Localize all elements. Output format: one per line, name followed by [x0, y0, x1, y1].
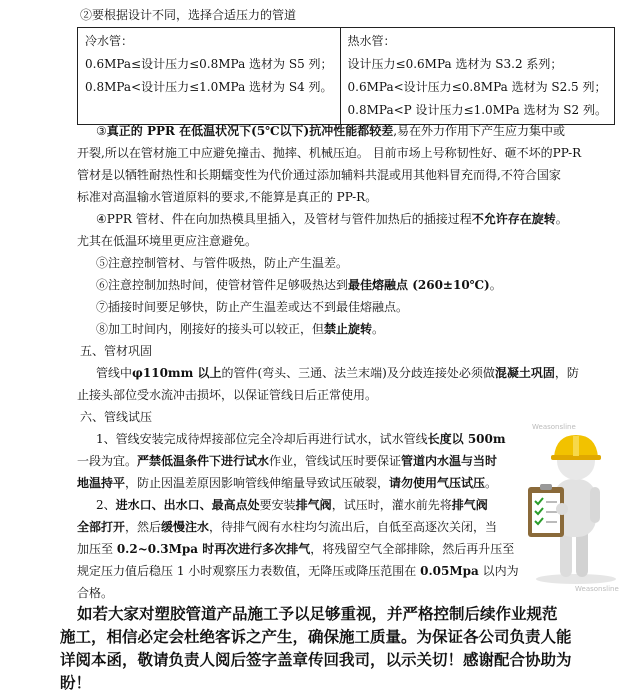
footer-line-4: 盼！ — [60, 673, 92, 692]
watermark-top: Weasonsline — [532, 423, 576, 431]
cold-water-row: 0.8MPa<设计压力≤1.0MPa 选材为 S4 列。 — [85, 80, 333, 94]
section-5-line-2: 止接头部位受水流冲击损坏，以保证管线日后正常使用。 — [77, 388, 378, 402]
cold-water-row: 0.6MPa≤设计压力≤0.8MPa 选材为 S5 列； — [85, 57, 333, 71]
hot-water-row: 设计压力≤0.6MPa 选材为 S3.2 系列； — [347, 57, 563, 71]
hot-water-title: 热水管： — [347, 34, 396, 48]
section-5-heading: 五、管材巩固 — [80, 344, 153, 358]
para-8: ⑧加工时间内，刚接好的接头可以较正，但禁止旋转。 — [96, 322, 385, 336]
para-3-line-4: 标准对高温输水管道原料的要求,不能算是真正的 PP-R。 — [77, 190, 378, 204]
cold-water-cell — [78, 28, 341, 125]
section-6-line-3: 地温持平，防止因温差原因影响管线伸缩量导致试压破裂，请勿使用气压试压。 — [77, 476, 498, 490]
hot-water-row: 0.8MPa<P 设计压力≤1.0MPa 选材为 S2 列。 — [347, 103, 607, 117]
section-5-line-1: 管线中φ110mm 以上的管件(弯头、三通、法兰末端)及分歧连接处必须做混凝土巩固，防 — [96, 366, 579, 380]
section-6-line-5: 全部打开，然后缓慢注水，待排气阀有水柱均匀流出后，自低至高逐次关闭，当 — [77, 520, 498, 534]
intro-line: ②要根据设计不同，选择合适压力的管道 — [80, 8, 297, 22]
worker-figure-icon — [510, 417, 628, 587]
section-6-heading: 六、管线试压 — [80, 410, 153, 424]
para-3-line-2: 开裂,所以在管材施工中应避免撞击、抛摔、机械压迫。 目前市场上号称韧性好、砸不坏的PP-R — [77, 146, 582, 160]
section-6-line-1: 1、管线安装完成待焊接部位完全冷却后再进行试水，试水管线长度以 500m — [96, 432, 506, 446]
para-7: ⑦插接时间要足够快，防止产生温差或达不到最佳熔融点。 — [96, 300, 409, 314]
watermark-bottom: Weasonsline — [575, 585, 619, 593]
footer-line-1: 如若大家对塑胶管道产品施工予以足够重视，并严格控制后续作业规范 — [77, 604, 558, 623]
para-3-line-3: 管材是以牺牲耐热性和长期蠕变性为代价通过添加辅料共混或用其他料冒充而得,不符合国家 — [77, 168, 561, 182]
section-6-line-6: 加压至 0.2~0.3Mpa 时再次进行多次排气，将残留空气全部排除，然后再升压至 — [77, 542, 515, 556]
footer-line-3: 详阅本函，敬请负责人阅后签字盖章传回我司，以示关切！感谢配合协助为 — [60, 650, 572, 669]
para-4-line-2: 尤其在低温环境里更应注意避免。 — [77, 234, 258, 248]
worker-illustration — [510, 417, 628, 587]
para-4-line-1: ④PPR 管材、件在向加热模具里插入，及管材与管件加热后的插接过程不允许存在旋转。 — [96, 212, 568, 226]
cold-water-title: 冷水管： — [85, 34, 134, 48]
section-6-line-7: 规定压力值后稳压 1 小时观察压力表数值，无降压或降压范围在 0.05Mpa 以内为 — [77, 564, 519, 578]
hot-water-row: 0.6MPa<设计压力≤0.8MPa 选材为 S2.5 列； — [347, 80, 607, 94]
hot-water-cell — [340, 28, 614, 125]
section-6-line-2: 一段为宜。严禁低温条件下进行试水作业，管线试压时要保证管道内水温与当时 — [77, 454, 498, 468]
para-6: ⑥注意控制加热时间，使管材管件足够吸热达到最佳熔融点 (260±10℃)。 — [96, 278, 502, 292]
footer-line-2: 施工，相信必定会杜绝客诉之产生，确保施工质量。为保证各公司负责人能 — [60, 627, 572, 646]
para-5: ⑤注意控制管材、与管件吸热，防止产生温差。 — [96, 256, 349, 270]
section-6-line-4: 2、进水口、出水口、最高点处要安装排气阀，试压时，灌水前先将排气阀 — [96, 498, 488, 512]
para-3-line-1: ③真正的 PPR 在低温状况下(5℃以下)抗冲性能都较差,易在外力作用下产生应力集中或 — [96, 124, 566, 138]
pressure-table — [77, 27, 615, 125]
section-6-line-8: 合格。 — [77, 586, 114, 600]
